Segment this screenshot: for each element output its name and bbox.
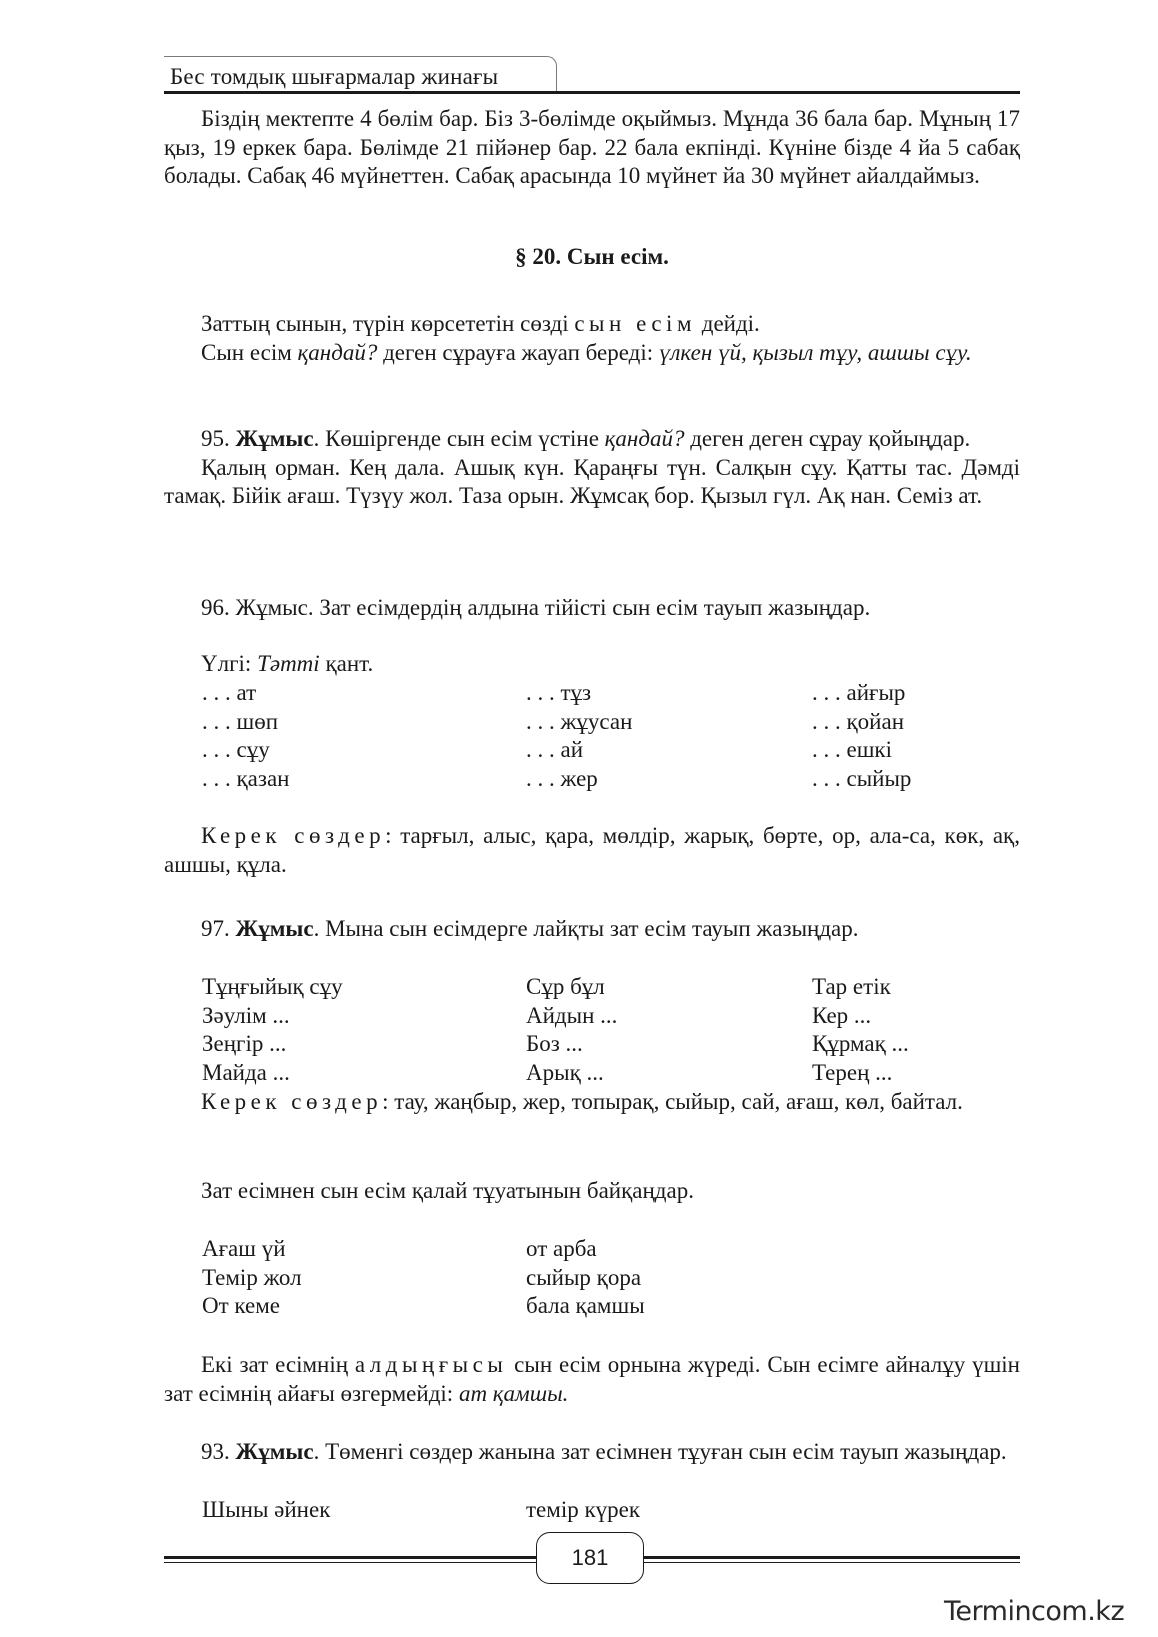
grid-cell: Сұр бұл <box>526 974 605 999</box>
intro-paragraph: Біздің мектепте 4 бөлім бар. Біз 3-бөлімде оқыймыз. Мұнда 36 бала бар. Мұның 17 қыз, 19 еркек бара. Бөлімде 21 пійәнер бар. 22 бала екпінді. Күніне бізде 4 йа 5 сабақ болады. Сабақ 46 мүйнеттен. Сабақ арасында 10 мүйнет йа 30 мүйнет айалдаймыз. <box>164 106 1020 189</box>
exercise-97-grid <box>202 973 982 1087</box>
grid-cell: . . . тұз <box>526 680 592 705</box>
section-title: § 20. Сын есім. <box>515 244 669 269</box>
grid-row <box>202 1030 982 1059</box>
grid-row <box>202 1002 982 1031</box>
grid-cell: Шыны әйнек <box>202 1497 331 1522</box>
grid-cell: . . . шөп <box>202 708 279 734</box>
grid-cell: От кеме <box>202 1293 280 1319</box>
question-line: Сын есім қандай? деген сұрауға жауап береді: үлкен үй, қызыл тұу, ашшы сұу. <box>201 339 972 365</box>
grid-cell: Тұңғыйық сұу <box>202 974 343 999</box>
section-title-block <box>164 243 1020 272</box>
grid-cell: Құрмақ ... <box>812 1031 909 1057</box>
grid-row <box>202 1292 982 1321</box>
exercise-93 <box>164 1438 1020 1467</box>
intro-block <box>164 105 1020 191</box>
exercise-97-heading: 97. Жұмыс. Мына сын есімдерге лайқты зат есім тауып жазыңдар. <box>201 916 859 941</box>
exercise-97-heading-block <box>164 915 1020 944</box>
grid-cell: Арық ... <box>526 1059 604 1085</box>
exercise-96-heading: 96. Жұмыс. Зат есімдердің алдына тійісті сын есім тауып жазыңдар. <box>201 595 871 620</box>
grid-row <box>202 1496 982 1525</box>
grid-cell: . . . жұусан <box>526 708 633 734</box>
grid-cell: . . . ешкі <box>812 737 892 763</box>
grid-cell: Тар етік <box>812 974 891 999</box>
grid-cell: Ағаш үй <box>202 1236 286 1261</box>
exercise-93-grid <box>202 1496 982 1525</box>
exercise-96-sample: Үлгі: Тәтті қант. <box>201 651 374 676</box>
grid-cell: Боз ... <box>526 1031 583 1057</box>
grid-cell: темір күрек <box>526 1497 641 1522</box>
grid-cell: . . . қойан <box>812 708 904 734</box>
site-watermark: Termincom.kz <box>944 1596 1125 1627</box>
page-number: 181 <box>571 1545 609 1570</box>
grid-cell: Зәулім ... <box>202 1002 290 1028</box>
exercise-96-grid <box>202 679 982 793</box>
exercise-97-needed <box>164 1088 1020 1117</box>
definition-line: Заттың сынын, түрін көрсететін сөзді сын есім дейді. <box>201 311 760 336</box>
exercise-93-heading: 93. Жұмыс. Төменгі сөздер жанына зат есімнен тұуған сын есім тауып жазыңдар. <box>201 1439 1007 1464</box>
grid-cell: . . . айғыр <box>812 680 906 705</box>
grid-cell: бала қамшы <box>526 1293 645 1319</box>
book-title: Бес томдық шығармалар жинағы <box>170 64 499 89</box>
running-header <box>164 56 1020 96</box>
derivation-heading-block <box>164 1177 1020 1206</box>
grid-cell: . . . сұу <box>202 737 270 763</box>
header-rule <box>164 91 1020 94</box>
grid-cell: . . . сыйыр <box>812 765 912 791</box>
page-footer <box>164 1528 1020 1588</box>
grid-cell: . . . қазан <box>202 765 290 791</box>
derivation-rule: Екі зат есімнің алдыңғысы сын есім орнына жүреді. Сын есімге айналұу үшін зат есімнің айағы өзгермейді: ат қамшы. <box>164 1352 1020 1406</box>
needed-words-97: Керек сөздер: тау, жаңбыр, жер, топырақ, сыйыр, сай, ағаш, көл, байтал. <box>201 1089 963 1114</box>
derivation-rule-block <box>164 1351 1020 1408</box>
grid-row <box>202 708 982 737</box>
exercise-96-heading-block <box>164 594 1020 623</box>
grid-cell: Зеңгір ... <box>202 1031 287 1057</box>
grid-cell: Терең ... <box>812 1059 893 1085</box>
grid-row <box>202 1059 982 1088</box>
derivation-heading: Зат есімнен сын есім қалай тұуатынын байқаңдар. <box>201 1178 694 1203</box>
grid-row <box>202 679 982 708</box>
grid-cell: Айдын ... <box>526 1002 618 1028</box>
exercise-95 <box>164 425 1020 511</box>
grid-row <box>202 1235 982 1264</box>
grid-cell: . . . ат <box>202 680 257 705</box>
grid-cell: от арба <box>526 1236 597 1261</box>
grid-row <box>202 765 982 794</box>
grid-cell: Майда ... <box>202 1059 290 1085</box>
needed-words-96: Керек сөздер: тарғыл, алыс, қара, мөлдір, жарық, бөрте, ор, ала-са, көк, ақ, ашшы, құла. <box>164 823 1020 877</box>
grid-cell: Кер ... <box>812 1002 872 1028</box>
exercise-96-sample-block <box>164 650 1020 679</box>
page-number-badge <box>536 1532 644 1584</box>
derivation-grid <box>202 1235 982 1321</box>
grid-row <box>202 973 982 1002</box>
exercise-96-needed <box>164 822 1020 879</box>
grid-cell: . . . жер <box>526 765 598 791</box>
grid-cell: . . . ай <box>526 737 584 763</box>
grid-cell: сыйыр қора <box>526 1264 642 1290</box>
exercise-95-sentences: Қалың орман. Кең дала. Ашық күн. Қараңғы түн. Салқын сұу. Қатты тас. Дәмді тамақ. Бійік ағаш. Түзүу жол. Таза орын. Жұмсақ бор. Қызыл гүл. Ақ нан. Семіз ат. <box>164 454 1020 509</box>
grid-row <box>202 736 982 765</box>
exercise-95-heading: 95. Жұмыс. Көшіргенде сын есім үстіне қандай? деген деген сұрау қойыңдар. <box>201 426 971 451</box>
definition-block <box>164 310 1020 367</box>
grid-row <box>202 1264 982 1293</box>
grid-cell: Темір жол <box>202 1264 302 1290</box>
